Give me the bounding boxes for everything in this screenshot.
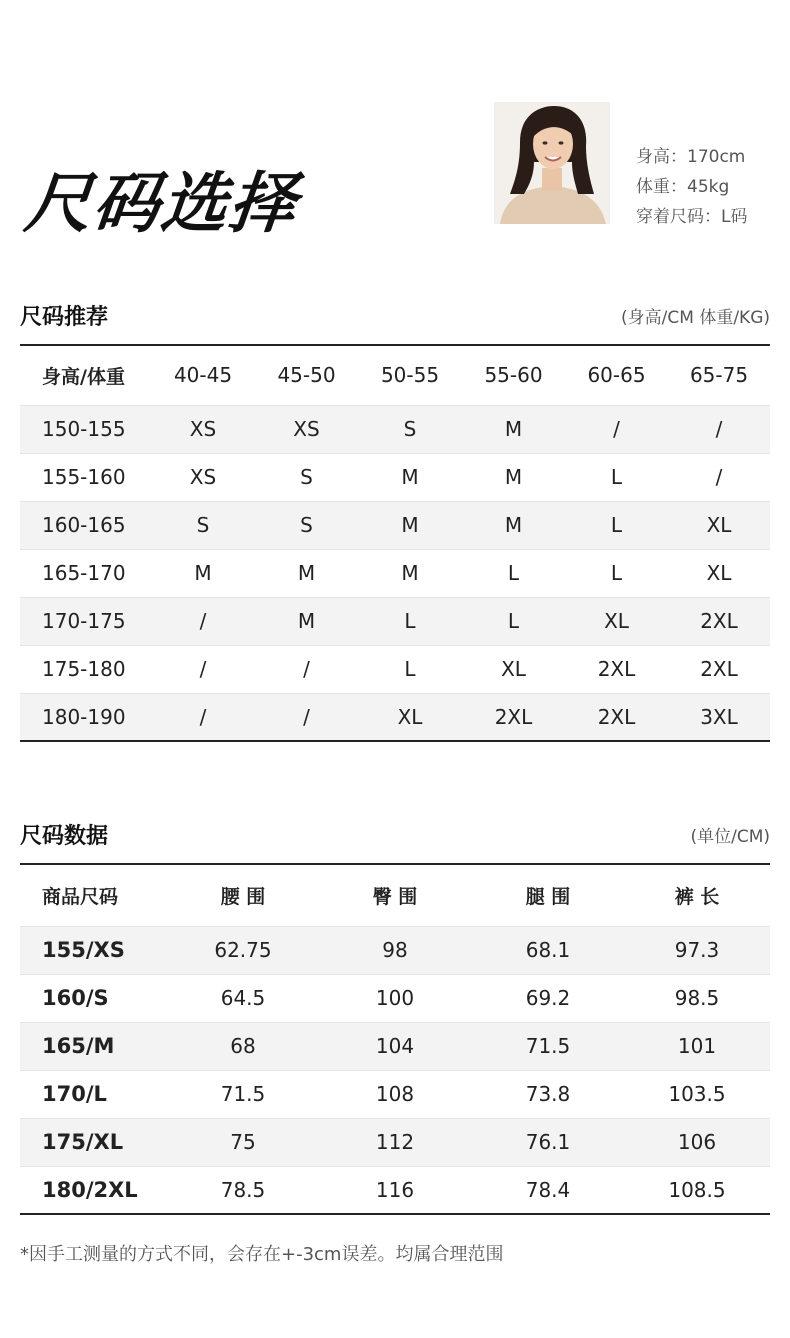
table-cell: XL (565, 597, 668, 645)
table-cell: 100 (318, 974, 472, 1022)
table-cell: 97.3 (624, 926, 770, 974)
table-cell: 104 (318, 1022, 472, 1070)
size-measurements-table (20, 863, 770, 1215)
table-cell: M (462, 405, 565, 453)
table-row (20, 453, 770, 501)
column-header: 商品尺码 (42, 885, 119, 908)
table-cell: L (462, 549, 565, 597)
table-cell: L (565, 501, 668, 549)
table-cell: 108 (318, 1070, 472, 1118)
table-cell: 78.4 (472, 1166, 624, 1214)
table-cell: / (151, 693, 255, 741)
table-row (20, 1022, 770, 1070)
row-label-cell: 180/2XL (20, 1166, 168, 1214)
row-label-cell: 180-190 (20, 693, 151, 741)
table-cell: M (462, 453, 565, 501)
table-cell: 68.1 (472, 926, 624, 974)
table-row (20, 693, 770, 741)
table-cell: L (358, 597, 462, 645)
row-label-cell: 160-165 (20, 501, 151, 549)
table-header-row (20, 864, 770, 926)
table-row (20, 926, 770, 974)
table-cell: 108.5 (624, 1166, 770, 1214)
model-weight: 体重：45kg (636, 177, 730, 197)
table-cell: S (151, 501, 255, 549)
row-label-cell: 175-180 (20, 645, 151, 693)
table-cell: 101 (624, 1022, 770, 1070)
column-header: 40-45 (173, 363, 233, 388)
table-cell: XL (358, 693, 462, 741)
table-cell: M (358, 501, 462, 549)
table-cell: 76.1 (472, 1118, 624, 1166)
table-cell: / (151, 645, 255, 693)
table-cell: XS (151, 405, 255, 453)
table-cell: L (358, 645, 462, 693)
table-cell: L (565, 549, 668, 597)
table-row (20, 1070, 770, 1118)
table-cell: XL (668, 501, 770, 549)
column-header: 60-65 (587, 363, 646, 388)
table-cell: L (565, 453, 668, 501)
table-cell: XL (668, 549, 770, 597)
table-cell: 71.5 (472, 1022, 624, 1070)
table-cell: M (358, 453, 462, 501)
table-cell: / (565, 405, 668, 453)
table-row (20, 549, 770, 597)
table-cell: 2XL (668, 597, 770, 645)
column-header: 65-75 (689, 363, 749, 388)
measurements-section-title: 尺码数据 (20, 824, 109, 849)
table-cell: 98.5 (624, 974, 770, 1022)
table-cell: / (255, 645, 358, 693)
measurements-unit: (单位/CM) (690, 827, 770, 847)
row-label-cell: 170/L (20, 1070, 168, 1118)
table-row (20, 1118, 770, 1166)
table-row (20, 405, 770, 453)
column-header: 腿 围 (525, 885, 571, 908)
row-label-cell: 165-170 (20, 549, 151, 597)
size-recommend-table (20, 344, 770, 742)
row-label-cell: 150-155 (20, 405, 151, 453)
table-cell: XS (151, 453, 255, 501)
table-cell: XS (255, 405, 358, 453)
row-label-cell: 175/XL (20, 1118, 168, 1166)
column-header: 腰 围 (220, 885, 266, 908)
column-header: 50-55 (380, 363, 440, 388)
table-cell: XL (462, 645, 565, 693)
column-header: 臀 围 (372, 885, 418, 908)
table-cell: M (358, 549, 462, 597)
table-cell: M (462, 501, 565, 549)
table-cell: / (255, 693, 358, 741)
table-cell: S (358, 405, 462, 453)
column-header: 55-60 (484, 363, 543, 388)
table-cell: 62.75 (168, 926, 318, 974)
row-label-cell: 155-160 (20, 453, 151, 501)
table-row (20, 974, 770, 1022)
table-cell: / (668, 453, 770, 501)
table-cell: 112 (318, 1118, 472, 1166)
row-label-cell: 170-175 (20, 597, 151, 645)
table-cell: 2XL (462, 693, 565, 741)
recommend-unit: (身高/CM 体重/KG) (621, 308, 770, 328)
column-header: 裤 长 (674, 885, 720, 908)
model-info (636, 142, 747, 232)
table-row (20, 597, 770, 645)
measurement-note: *因手工测量的方式不同，会存在+-3cm误差。均属合理范围 (20, 1244, 504, 1265)
table-cell: 3XL (668, 693, 770, 741)
table-cell: 2XL (565, 645, 668, 693)
recommend-section-title: 尺码推荐 (20, 305, 109, 330)
table-cell: 68 (168, 1022, 318, 1070)
table-row (20, 645, 770, 693)
model-size: 穿着尺码：L码 (636, 207, 748, 227)
table-cell: S (255, 453, 358, 501)
table-cell: 98 (318, 926, 472, 974)
table-cell: 106 (624, 1118, 770, 1166)
table-cell: 71.5 (168, 1070, 318, 1118)
row-label-cell: 165/M (20, 1022, 168, 1070)
table-row (20, 501, 770, 549)
model-photo (494, 102, 610, 224)
table-cell: S (255, 501, 358, 549)
table-cell: / (151, 597, 255, 645)
page-title: 尺码选择 (21, 165, 302, 242)
model-portrait-image (494, 102, 610, 224)
column-header: 身高/体重 (42, 365, 125, 388)
table-row (20, 1166, 770, 1214)
row-label-cell: 155/XS (20, 926, 168, 974)
table-cell: 69.2 (472, 974, 624, 1022)
table-cell: 116 (318, 1166, 472, 1214)
row-label-cell: 160/S (20, 974, 168, 1022)
table-cell: 64.5 (168, 974, 318, 1022)
table-cell: M (151, 549, 255, 597)
table-cell: 78.5 (168, 1166, 318, 1214)
table-cell: 103.5 (624, 1070, 770, 1118)
column-header: 45-50 (277, 363, 336, 388)
table-header-row (20, 345, 770, 405)
table-cell: 2XL (668, 645, 770, 693)
model-height: 身高：170cm (636, 147, 746, 167)
table-cell: / (668, 405, 770, 453)
table-cell: L (462, 597, 565, 645)
table-cell: 75 (168, 1118, 318, 1166)
table-cell: 2XL (565, 693, 668, 741)
table-cell: M (255, 597, 358, 645)
table-cell: M (255, 549, 358, 597)
table-cell: 73.8 (472, 1070, 624, 1118)
